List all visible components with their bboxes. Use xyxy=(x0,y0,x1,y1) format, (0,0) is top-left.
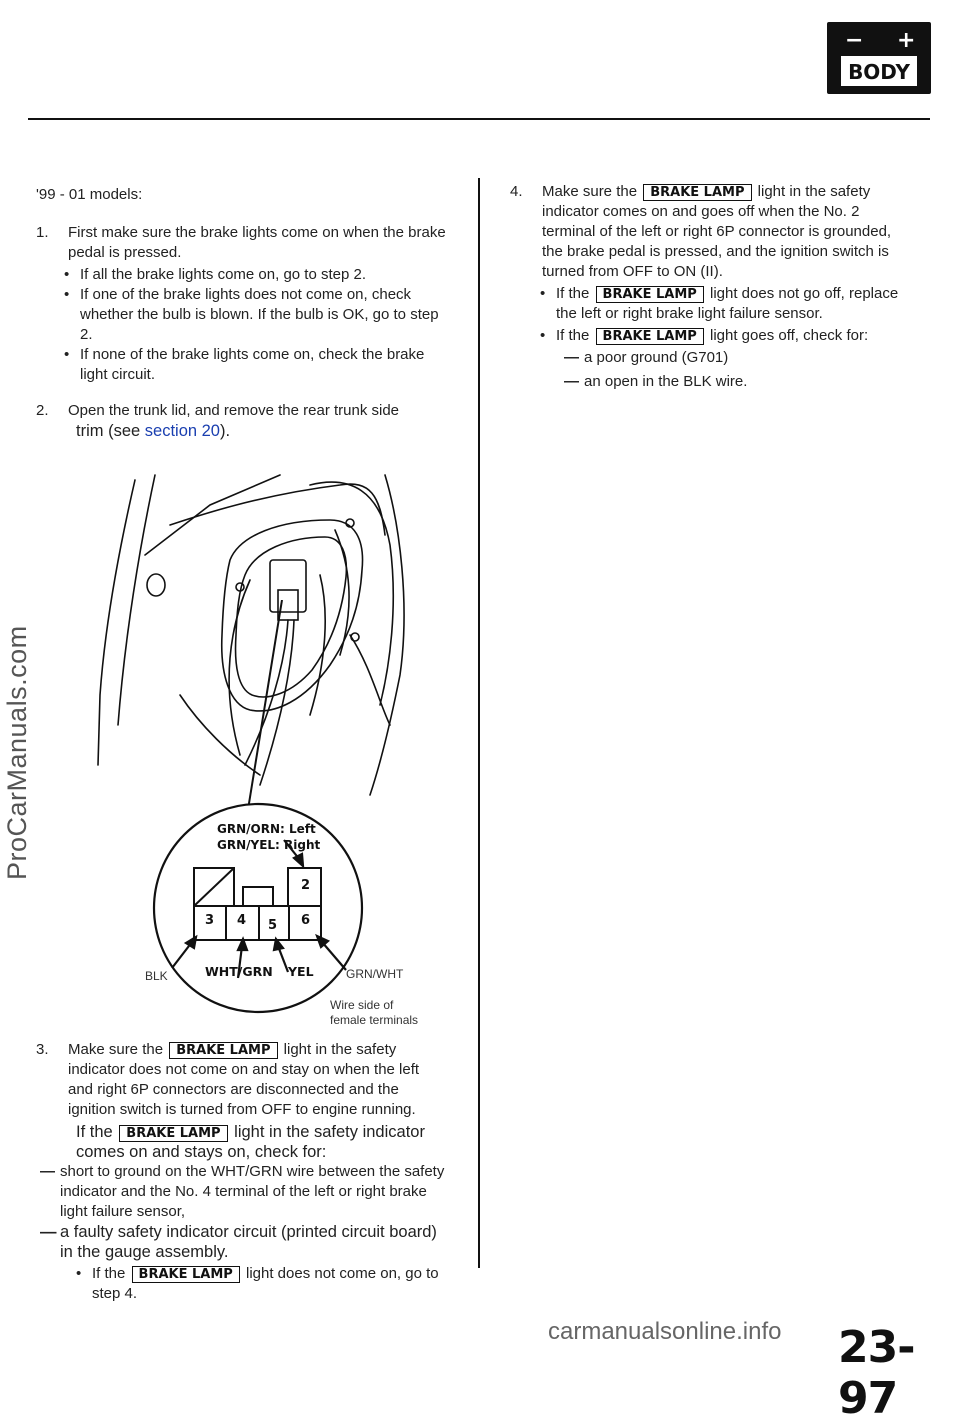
trim-top-edge-line xyxy=(145,475,280,555)
pin-5-label: 5 xyxy=(268,918,278,933)
harness-wire-4 xyxy=(310,575,325,715)
badge-title: BODY xyxy=(848,60,910,84)
trim-right-curve-line xyxy=(310,482,393,705)
header-rule xyxy=(28,118,930,120)
step-3: 3. Make sure the BRAKE LAMP light in the safety indicator does not come on and stay on when the left and right 6P connectors are disconnected and the ignition switch is turned from OFF to engine running. If the BRAKE LAMP light in the safety indicator comes on and stays on, check for: — short to ground on the WHT/GRN wire between the safety indicator and the No. 4 terminal of the left or right brake light failure sensor, — a faulty safety indicator circuit (printed circuit board) in the gauge assembly. • If the BRAKE LAMP light does not come on, go to step 4. xyxy=(36,1040,448,1304)
battery-plus-icon: + xyxy=(897,28,916,53)
step-1-bullet-3: • If none of the brake lights come on, check the brake light circuit. xyxy=(64,346,425,383)
step-1-bullet-2: • If one of the brake lights does not come on, check whether the bulb is blown. If the bulb is OK, go to step 2. xyxy=(64,286,439,343)
brake-lamp-indicator-label: BRAKE LAMP xyxy=(119,1125,227,1142)
step-4-number: 4. xyxy=(510,183,523,200)
step-1-bullet-1: • If all the brake lights come on, go to step 2. xyxy=(64,266,366,283)
wire-label-yel: YEL xyxy=(288,964,314,979)
pin-2-label: 2 xyxy=(301,878,311,893)
models-heading: '99 - 01 models: xyxy=(36,186,143,203)
step-2 xyxy=(36,401,448,421)
brake-lamp-indicator-label: BRAKE LAMP xyxy=(596,286,704,303)
caption-line-2: female terminals xyxy=(330,1013,419,1027)
body-right-edge-line xyxy=(370,475,404,795)
step-3-text: light in the safety indicator does not come on and stay on when the left and right 6P connectors are disconnected and the ignition switch is turned from OFF to engine running. xyxy=(68,1041,420,1118)
step-3-if-line: If the BRAKE LAMP light in the safety indicator comes on and stays on, check for: xyxy=(76,1123,425,1161)
wire-label-blk: BLK xyxy=(145,969,168,983)
step-1-number: 1. xyxy=(36,224,49,241)
callout-right-wire: GRN/YEL: Right xyxy=(217,838,321,852)
step-4-dash-2: — an open in the BLK wire. xyxy=(564,373,748,390)
step-3-bullet: • If the BRAKE LAMP light does not come on, go to step 4. xyxy=(76,1265,439,1302)
section-badge xyxy=(827,22,931,94)
step-2-line-2: trim (see section 20). xyxy=(76,422,231,440)
trim-clip-hole xyxy=(147,574,165,596)
wire-label-grn-wht: GRN/WHT xyxy=(346,967,404,981)
brake-lamp-indicator-label: BRAKE LAMP xyxy=(643,184,751,201)
battery-minus-icon: − xyxy=(845,28,864,53)
step-3-number: 3. xyxy=(36,1041,49,1058)
leader-line xyxy=(230,600,290,830)
trim-panel-top-line xyxy=(170,484,385,535)
step-3-dash-2: — a faulty safety indicator circuit (printed circuit board) in the gauge assembly. xyxy=(40,1223,437,1261)
side-watermark: ProCarManuals.com xyxy=(2,625,32,880)
step-4-bullet-1: • If the BRAKE LAMP light does not go off, replace the left or right brake light failure sensor. xyxy=(540,285,899,322)
trunk-edge-inner-line xyxy=(118,475,155,725)
step-4-text: light in the safety indicator comes on and goes off when the No. 2 terminal of the left or right 6P connector is grounded, the brake pedal is pressed, and the ignition switch is turned from OFF to ON (II). xyxy=(542,183,892,280)
step-3-dash-1: — short to ground on the WHT/GRN wire between the safety indicator and the No. 4 terminal of the left or right brake light failure sensor, xyxy=(40,1163,445,1220)
brake-lamp-indicator-label: BRAKE LAMP xyxy=(169,1042,277,1059)
footer-watermark: carmanualsonline.info xyxy=(548,1318,782,1345)
left-column xyxy=(36,185,448,441)
step-2-text: Open the trunk lid, and remove the rear trunk side xyxy=(68,402,400,419)
step-1 xyxy=(36,223,448,263)
step-1-text: First make sure the brake lights come on when the brake pedal is pressed. xyxy=(68,224,446,261)
step-2-number: 2. xyxy=(36,402,49,419)
caption-line-1: Wire side of xyxy=(330,998,394,1012)
brake-lamp-indicator-label: BRAKE LAMP xyxy=(596,328,704,345)
trunk-lid-cable xyxy=(335,530,349,655)
pin-4-label: 4 xyxy=(237,913,247,928)
column-divider xyxy=(478,178,480,1268)
brake-lamp-indicator-label: BRAKE LAMP xyxy=(132,1266,240,1283)
section-20-link[interactable]: section 20 xyxy=(144,422,220,440)
wire-label-wht-grn: WHT/GRN xyxy=(205,964,273,979)
step-4-dash-1: — a poor ground (G701) xyxy=(564,349,729,366)
step-4-bullet-2: • If the BRAKE LAMP light goes off, check for: xyxy=(540,327,869,344)
pin-6-label: 6 xyxy=(301,913,311,928)
pin-3-label: 3 xyxy=(205,913,215,928)
body-lower-curve xyxy=(350,635,390,725)
page-number: 23-97 xyxy=(838,1322,915,1424)
step-4: 4. Make sure the BRAKE LAMP light in the safety indicator comes on and goes off when the No. 2 terminal of the left or right 6P connector is grounded, the brake pedal is pressed, and the ignition switch is turned from OFF to ON (II). • If the BRAKE LAMP light does not go off, replace the left or right brake light failure sensor. • If the BRAKE LAMP light goes off, check for: — a poor ground (G701) — an open in the BLK wire. xyxy=(510,182,912,392)
callout-left-wire: GRN/ORN: Left xyxy=(217,822,316,836)
